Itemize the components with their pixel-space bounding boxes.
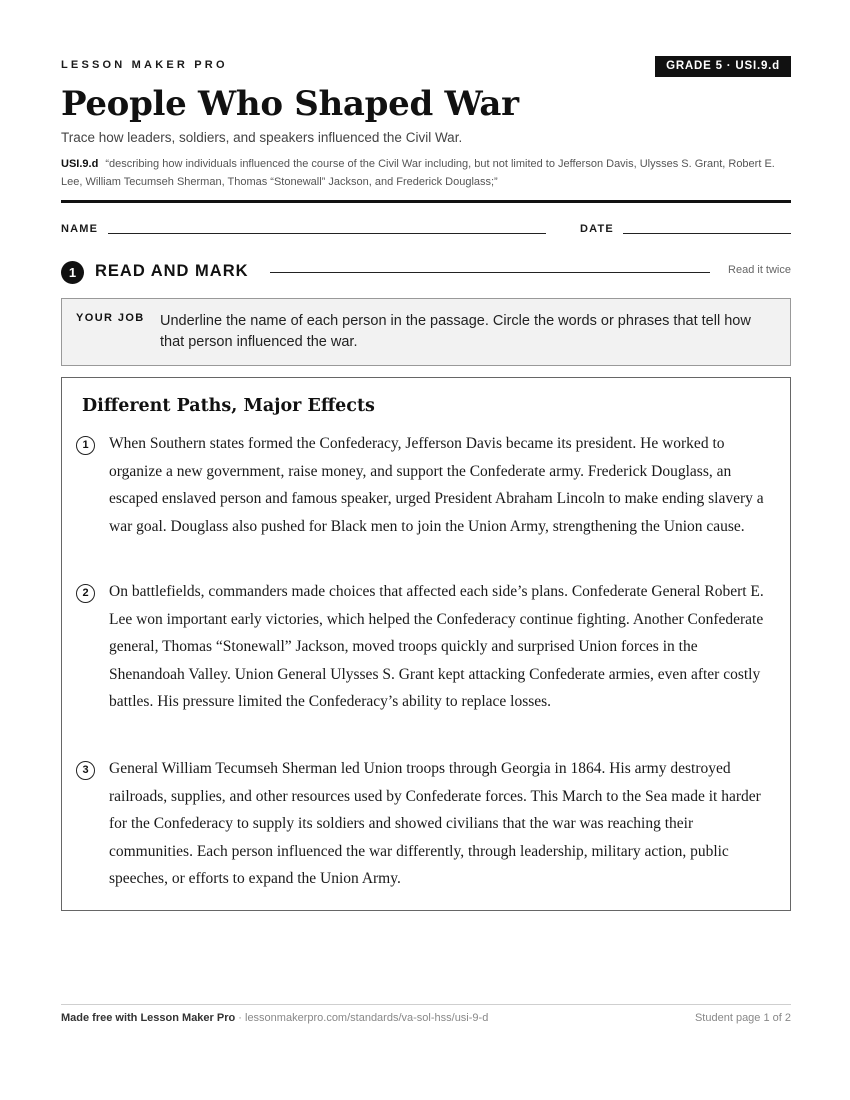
paragraph-text: General William Tecumseh Sherman led Union troops through Georgia in 1864. His army destroyed railroads, supplies, and other resources used by Confederate forces. This March to the Sea made it harder for the Confederacy to supply its soldiers and showed civilians that the war was reaching their communities. Each person influenced the war differently, through leadership, military action, public speeches, or efforts to expand the Union Army. xyxy=(109,760,761,887)
reading-passage xyxy=(61,377,791,911)
your-job-label: YOUR JOB xyxy=(76,312,145,324)
worksheet-page xyxy=(61,0,791,1100)
standard-text: “describing how individuals influenced the course of the Civil War including, but not limited to Jefferson Davis, Ulysses S. Grant, Robert E. Lee, William Tecumseh Sherman, Thomas “Stonewall” Jackson, and Frederick Douglass;” xyxy=(61,158,775,188)
header-divider xyxy=(61,200,791,203)
footer-made-with: Made free with Lesson Maker Pro xyxy=(61,1012,236,1024)
footer-divider xyxy=(61,1004,791,1005)
paragraph-text: On battlefields, commanders made choices that affected each side’s plans. Confederate General Robert E. Lee won important early victories, which helped the Confederacy continue fighting. Another Confederate general, Thomas “Stonewall” Jackson, moved troops quickly and surprised Union forces in the Shenandoah Valley. Union General Ulysses S. Grant kept attacking Confederate armies, even after costly battles. His pressure limited the Confederacy’s ability to replace losses. xyxy=(109,583,764,710)
footer-url[interactable]: lessonmakerpro.com/standards/va-sol-hss/usi-9-d xyxy=(245,1012,489,1024)
your-job-text: Underline the name of each person in the passage. Circle the words or phrases that tell how that person influenced the war. xyxy=(160,313,751,350)
paragraph-number: 2 xyxy=(76,584,95,603)
date-field[interactable] xyxy=(623,233,791,234)
name-date-row xyxy=(61,222,791,238)
page-footer xyxy=(61,1012,791,1024)
date-label: DATE xyxy=(580,223,614,235)
section-rule xyxy=(270,272,710,273)
section-header xyxy=(61,260,791,284)
standard-code: USI.9.d xyxy=(61,158,99,170)
paragraph-number: 1 xyxy=(76,436,95,455)
your-job-box xyxy=(61,298,791,366)
passage-title: Different Paths, Major Effects xyxy=(82,396,375,416)
grade-badge: GRADE 5 · USI.9.d xyxy=(655,56,791,77)
page-subtitle: Trace how leaders, soldiers, and speakers influenced the Civil War. xyxy=(61,130,463,145)
brand-name: LESSON MAKER PRO xyxy=(61,59,228,71)
name-field[interactable] xyxy=(108,233,546,234)
footer-page-number: Student page 1 of 2 xyxy=(694,1012,791,1024)
section-title: READ AND MARK xyxy=(95,262,249,280)
footer-separator: · xyxy=(235,1012,245,1024)
standard-description xyxy=(61,155,791,191)
section-number: 1 xyxy=(61,261,84,284)
paragraph-number: 3 xyxy=(76,761,95,780)
header-bar xyxy=(61,56,791,80)
name-label: NAME xyxy=(61,223,99,235)
paragraph-text: When Southern states formed the Confederacy, Jefferson Davis became its president. He worked to organize a new government, raise money, and support the Confederate army. Frederick Douglass, an escaped enslaved person and famous speaker, urged President Abraham Lincoln to make ending slavery a war goal. Douglass also pushed for Black men to join the Union Army, strengthening the Union cause. xyxy=(109,435,764,535)
page-title: People Who Shaped War xyxy=(61,84,519,124)
section-hint: Read it twice xyxy=(728,264,791,276)
